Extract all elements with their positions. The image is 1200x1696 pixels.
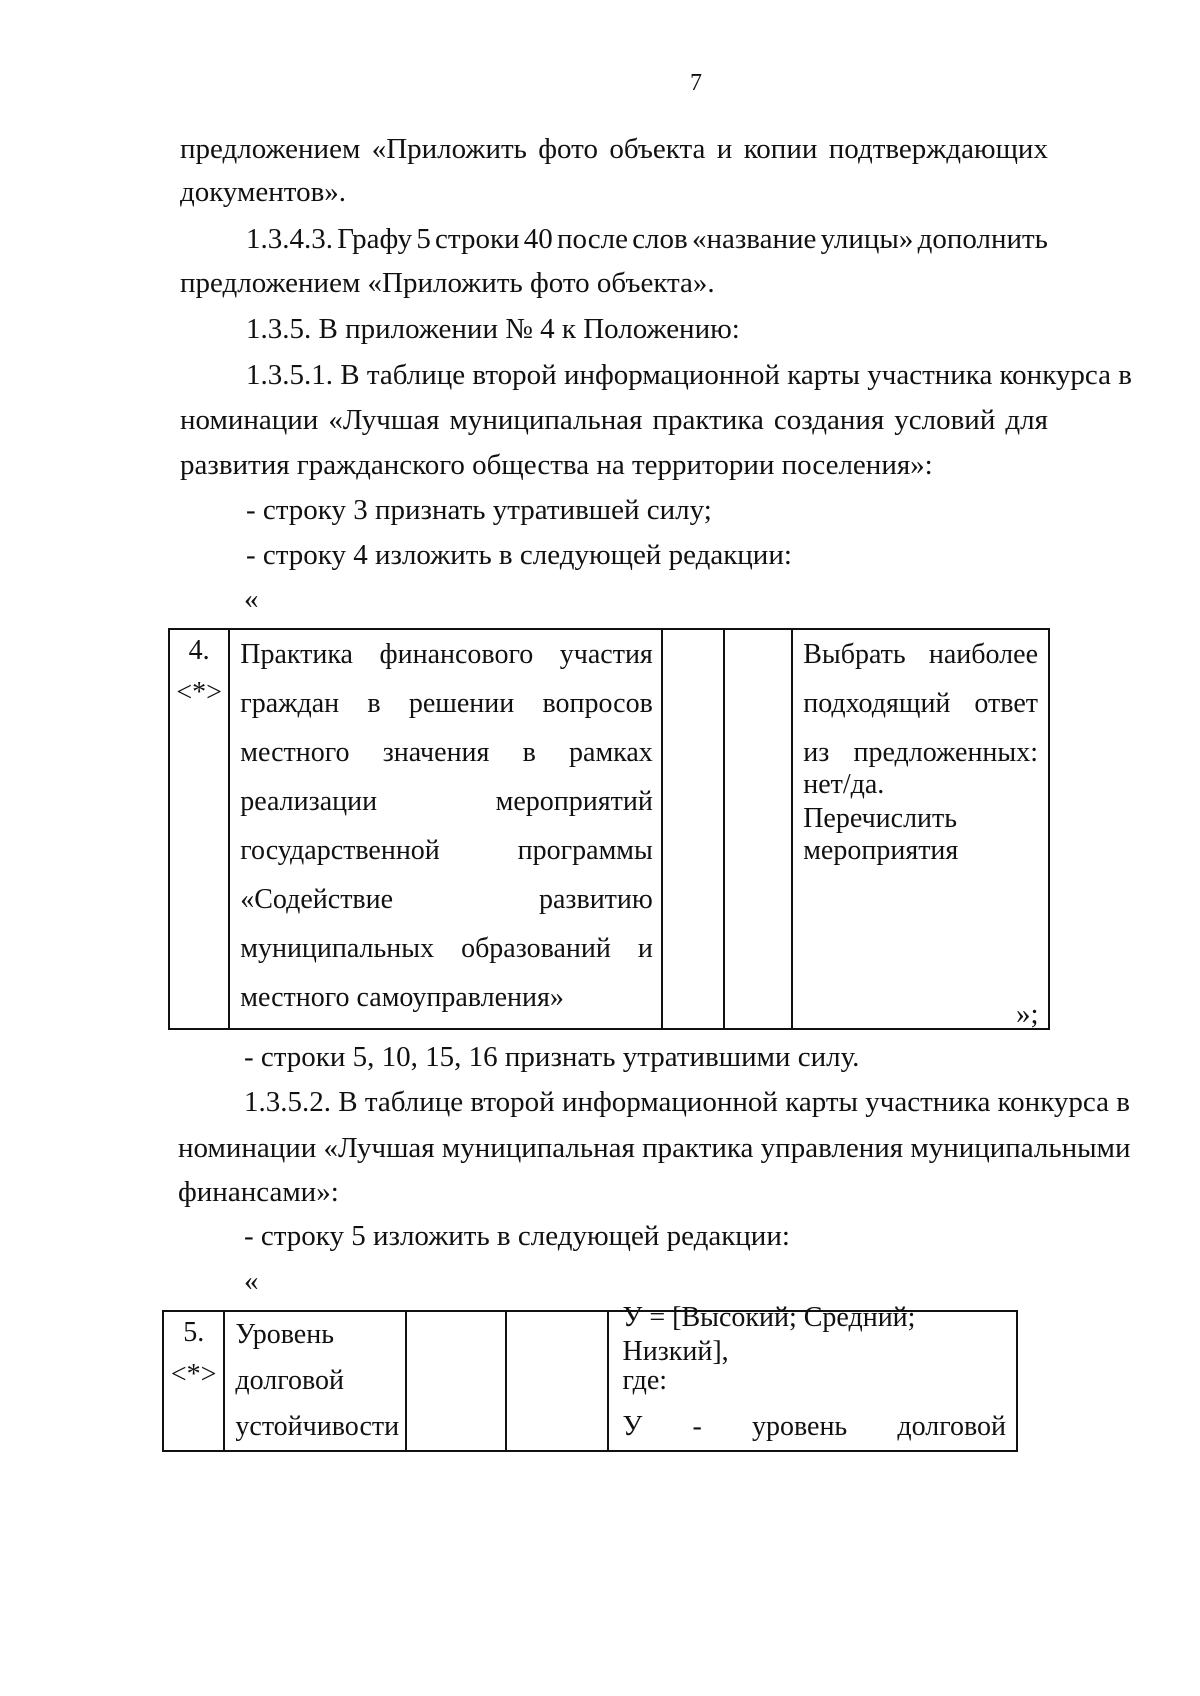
- word: номинации: [180, 404, 319, 436]
- word: в: [522, 736, 536, 768]
- word: подходящий: [803, 687, 951, 719]
- word: развитию: [538, 883, 653, 915]
- cell-line: устойчивости: [235, 1411, 400, 1442]
- text-line: «: [244, 583, 259, 615]
- empty-cell: [506, 1311, 608, 1451]
- word: 5: [416, 223, 431, 255]
- word: в: [367, 687, 381, 719]
- word: после: [557, 223, 628, 255]
- word: объекта: [609, 133, 706, 165]
- cell-line: [623, 1404, 1006, 1450]
- word: Выбрать: [803, 638, 906, 670]
- row-number: 4.: [188, 635, 210, 666]
- cell-line: [803, 768, 1038, 834]
- cell-line: [240, 679, 653, 728]
- text-line: 1.3.5.2. В таблице второй информационной карты участника конкурса в: [244, 1086, 1130, 1118]
- row-number: 5.: [183, 1317, 205, 1348]
- text-line: предложением «Приложить фото объекта».: [180, 267, 715, 299]
- word: предложением: [180, 133, 361, 165]
- word: и: [637, 932, 653, 964]
- word: вопросов: [542, 687, 653, 719]
- word: долговой: [897, 1411, 1006, 1442]
- word: финансового: [379, 638, 534, 670]
- cell-line: [803, 630, 1038, 679]
- word: мероприятий: [495, 785, 653, 817]
- text-line: - строку 4 изложить в следующей редакции:: [246, 539, 792, 571]
- text-line: финансами»:: [178, 1176, 339, 1208]
- text-line: 1.3.5.1. В таблице второй информационной карты участника конкурса в: [246, 359, 1132, 391]
- word: Графу: [337, 223, 413, 255]
- text-line: »;: [1016, 998, 1039, 1030]
- word: образований: [461, 932, 611, 964]
- word: 1.3.4.3.: [246, 223, 333, 255]
- word: улицы»: [820, 223, 914, 255]
- word: предложенных:: [853, 736, 1038, 768]
- word: создания: [773, 404, 885, 436]
- cell-line: [240, 630, 653, 679]
- word: «Содействие: [240, 883, 394, 915]
- word: 40: [523, 223, 553, 255]
- word: фото: [538, 133, 598, 165]
- cell-line: [240, 728, 653, 777]
- row-number-cell: [169, 629, 229, 1029]
- word: У = [Высокий; Средний; Низкий],: [622, 1302, 916, 1367]
- row-number-cell: [163, 1311, 224, 1451]
- text-line: [180, 403, 1048, 437]
- word: -: [692, 1411, 702, 1442]
- cell-line: [240, 777, 653, 826]
- cell-line: [803, 679, 1038, 728]
- word: ответ: [974, 687, 1038, 719]
- empty-cell: [406, 1311, 506, 1451]
- word: участия: [559, 638, 653, 670]
- row-footnote-mark: <*>: [176, 677, 222, 708]
- word: и: [716, 133, 733, 165]
- table-row-4: [168, 628, 1050, 1030]
- word: государственной: [240, 834, 440, 866]
- word: программы: [517, 834, 653, 866]
- word: «Приложить: [371, 133, 527, 165]
- word: значения: [382, 736, 490, 768]
- text-line: - строки 5, 10, 15, 16 признать утратившими силу.: [244, 1041, 860, 1073]
- cell-line: долговой: [235, 1365, 345, 1396]
- text-line: [180, 132, 1048, 166]
- cell-line: Уровень: [235, 1319, 334, 1350]
- word: наиболее: [928, 638, 1038, 670]
- word: практика: [652, 404, 764, 436]
- word: рамках: [569, 736, 653, 768]
- word: копии: [743, 133, 818, 165]
- word: У: [622, 1411, 643, 1442]
- text-line: [246, 222, 1048, 256]
- word: местного: [240, 736, 350, 768]
- text-line: 1.3.5. В приложении № 4 к Положению:: [246, 313, 740, 345]
- cell-line: [622, 1302, 1006, 1367]
- word: муниципальная: [449, 404, 643, 436]
- row-footnote-mark: <*>: [170, 1359, 217, 1390]
- text-line: документов».: [180, 176, 347, 208]
- word: нет/да. Перечислить: [803, 768, 958, 834]
- text-line: развития гражданского общества на территории поселения»:: [180, 449, 933, 481]
- page-number: 7: [690, 70, 702, 96]
- word: условий: [894, 404, 996, 436]
- empty-cell: [724, 629, 793, 1029]
- text-line: «: [244, 1265, 259, 1297]
- word: для: [1005, 404, 1048, 436]
- word: где:: [622, 1365, 668, 1396]
- text-line: - строку 5 изложить в следующей редакции:: [244, 1220, 790, 1252]
- word: уровень: [751, 1411, 848, 1442]
- table-row-5: [162, 1302, 1018, 1452]
- word: дополнить: [917, 223, 1048, 255]
- word: слов: [632, 223, 688, 255]
- word: подтверждающих: [828, 133, 1048, 165]
- word: реализации: [240, 785, 378, 817]
- word: мероприятия: [803, 834, 959, 866]
- word: «название: [691, 223, 817, 255]
- cell-line: [240, 875, 653, 924]
- row-note-cell: [792, 629, 1049, 1029]
- word: строки: [435, 223, 520, 255]
- word: из: [803, 736, 830, 768]
- empty-cell: [662, 629, 724, 1029]
- text-line: - строку 3 признать утратившей силу;: [246, 494, 712, 526]
- word: Практика: [240, 638, 353, 670]
- row-description-cell: [224, 1311, 406, 1451]
- text-line: номинации «Лучшая муниципальная практика управления муниципальными: [178, 1132, 1131, 1164]
- word: «Лучшая: [328, 404, 440, 436]
- word: местного самоуправления»: [240, 981, 564, 1013]
- word: решении: [408, 687, 515, 719]
- word: муниципальных: [240, 932, 435, 964]
- row-description-cell: [229, 629, 662, 1029]
- cell-line: [240, 973, 653, 1022]
- cell-line: [240, 826, 653, 875]
- row-note-cell: [608, 1302, 1017, 1451]
- word: граждан: [240, 687, 340, 719]
- cell-line: [240, 924, 653, 973]
